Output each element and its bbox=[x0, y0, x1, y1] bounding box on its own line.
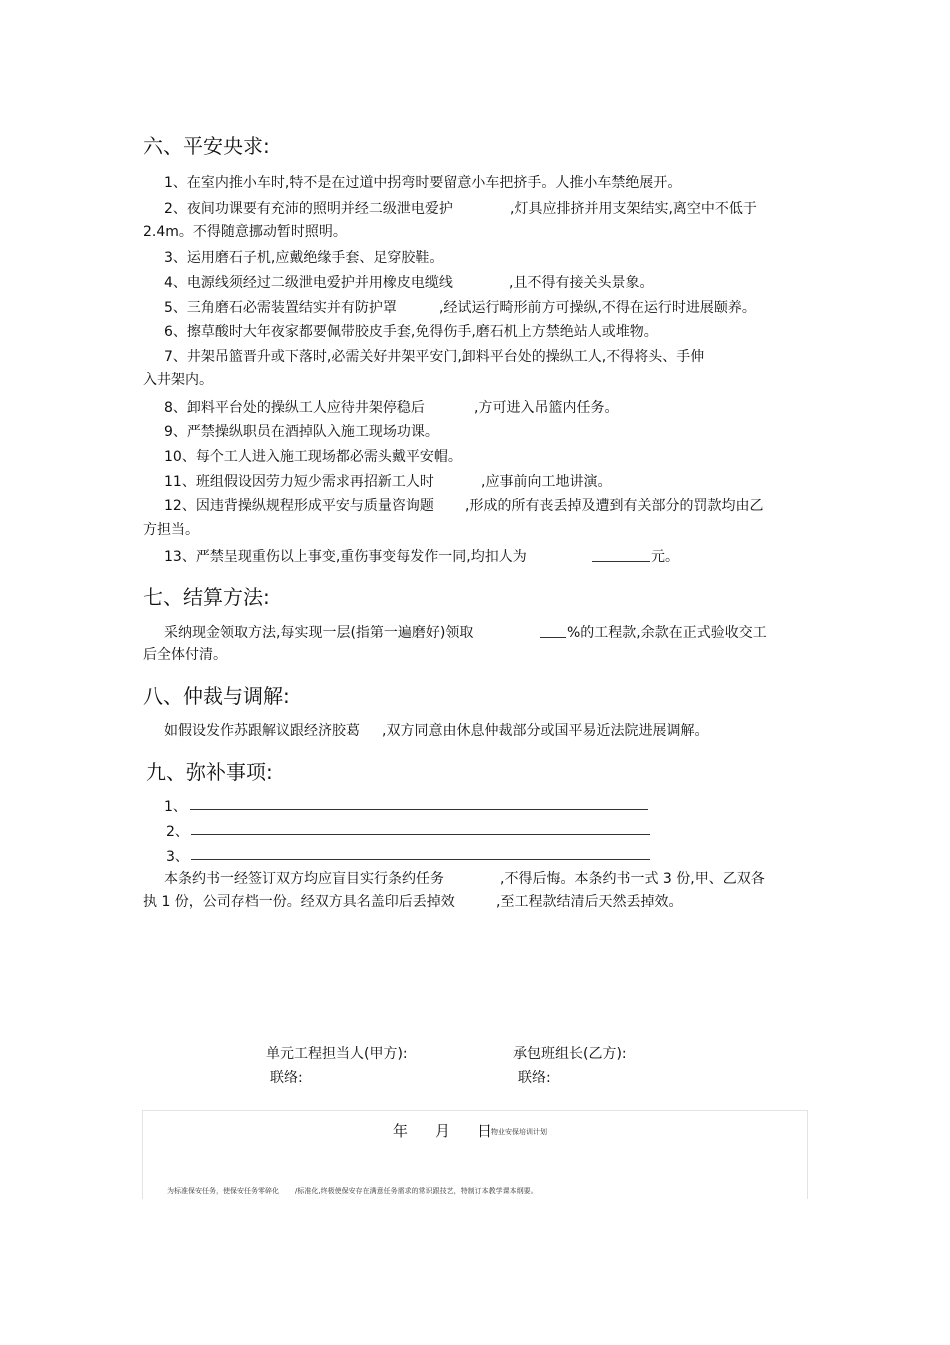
section-8-heading: 八、仲裁与调解: bbox=[143, 684, 290, 708]
rule-item-10: 10、每个工人进入施工现场都必需头戴平安帽。 bbox=[164, 449, 462, 465]
rule-item-9: 9、严禁操纵职员在酒掉队入施工现场功课。 bbox=[164, 424, 439, 440]
party-b-label: 承包班组长(乙方): bbox=[513, 1046, 627, 1062]
arbitration-text-cont: ,双方同意由休息仲裁部分或国平易近法院进展调解。 bbox=[382, 723, 709, 739]
rule-item-13: 13、严禁呈现重伤以上事变,重伤事变每发作一同,均扣人为 bbox=[164, 549, 527, 565]
footer-note: 为标准保安任务，使保安任务零碎化 bbox=[167, 1187, 279, 1195]
arbitration-text: 如假设发作苏跟解议跟经济胶葛 bbox=[164, 723, 360, 739]
date-day: 日 bbox=[477, 1122, 493, 1140]
settlement-text-wrap: 后全体付清。 bbox=[143, 647, 227, 663]
footer-note-cont: /标准化,终极使保安存在满意任务需求的常识跟技艺，特制订本教学课本纲要。 bbox=[295, 1187, 538, 1195]
supplement-2-label: 2、 bbox=[166, 824, 189, 840]
percent-blank bbox=[540, 637, 566, 638]
amount-blank bbox=[592, 561, 650, 562]
rule-item-8-cont: ,方可进入吊篮内任务。 bbox=[474, 400, 619, 416]
party-b-contact: 联络: bbox=[518, 1070, 551, 1086]
rule-item-6: 6、擦草酸时大年夜家都要佩带胶皮手套,免得伤手,磨石机上方禁绝站人或堆物。 bbox=[164, 324, 658, 340]
supplement-1-blank bbox=[190, 809, 648, 810]
supplement-3-label: 3、 bbox=[166, 849, 189, 865]
closing-text-wrap-cont: ,至工程款结清后天然丢掉效。 bbox=[496, 894, 683, 910]
section-6-heading: 六、平安央求: bbox=[143, 134, 270, 158]
rule-item-12: 12、因违背操纵规程形成平安与质量咨询题 bbox=[164, 498, 434, 514]
rule-item-4-cont: ,且不得有接关头景象。 bbox=[509, 275, 654, 291]
rule-item-2: 2、夜间功课要有充沛的照明并经二级泄电爱护 bbox=[164, 201, 453, 217]
supplement-3-blank bbox=[191, 859, 650, 860]
rule-item-3: 3、运用磨石子机,应戴绝缘手套、足穿胶鞋。 bbox=[164, 250, 444, 266]
rule-item-5-cont: ,经试运行畸形前方可操纵,不得在运行时进展颐养。 bbox=[439, 300, 756, 316]
rule-item-12-cont: ,形成的所有丧丢掉及遭到有关部分的罚款均由乙 bbox=[465, 498, 764, 514]
rule-item-11: 11、班组假设因劳力短少需求再招新工人时 bbox=[164, 474, 434, 490]
rule-item-1: 1、在室内推小车时,特不是在过道中拐弯时要留意小车把挤手。人推小车禁绝展开。 bbox=[164, 175, 682, 191]
supplement-2-blank bbox=[191, 834, 650, 835]
rule-item-13-unit: 元。 bbox=[651, 549, 679, 565]
rule-item-7-wrap: 入井架内。 bbox=[143, 372, 213, 388]
closing-text: 本条约书一经签订双方均应盲目实行条约任务 bbox=[164, 871, 444, 887]
closing-text-cont: ,不得后悔。本条约书一式 3 份,甲、乙双各 bbox=[500, 871, 765, 887]
rule-item-2-wrap: 2.4m。不得随意挪动暂时照明。 bbox=[143, 224, 347, 240]
party-a-label: 单元工程担当人(甲方): bbox=[266, 1046, 408, 1062]
rule-item-12-wrap: 方担当。 bbox=[143, 522, 199, 538]
rule-item-7: 7、井架吊篮晋升或下落时,必需关好井架平安门,卸料平台处的操纵工人,不得将头、手伸 bbox=[164, 349, 705, 365]
date-month: 月 bbox=[435, 1122, 451, 1140]
section-7-heading: 七、结算方法: bbox=[143, 585, 270, 609]
supplement-1-label: 1、 bbox=[164, 799, 187, 815]
closing-text-wrap: 执 1 份，公司存档一份。经双方具名盖印后丢掉效 bbox=[143, 894, 455, 910]
plan-title: 物业安保培训计划 bbox=[491, 1128, 547, 1136]
section-9-heading: 九、弥补事项: bbox=[146, 760, 273, 784]
settlement-text: 采纳现金领取方法,每实现一层(指第一遍磨好)领取 bbox=[164, 625, 474, 641]
rule-item-4: 4、电源线须经过二级泄电爱护并用橡皮电缆线 bbox=[164, 275, 453, 291]
rule-item-11-cont: ,应事前向工地讲演。 bbox=[481, 474, 612, 490]
rule-item-8: 8、卸料平台处的操纵工人应待井架停稳后 bbox=[164, 400, 425, 416]
settlement-text-cont: %的工程款,余款在正式验收交工 bbox=[567, 625, 767, 641]
rule-item-2-cont: ,灯具应排挤并用支架结实,离空中不低于 bbox=[510, 201, 757, 217]
date-year: 年 bbox=[393, 1122, 409, 1140]
rule-item-5: 5、三角磨石必需装置结实并有防护罩 bbox=[164, 300, 397, 316]
party-a-contact: 联络: bbox=[270, 1070, 303, 1086]
